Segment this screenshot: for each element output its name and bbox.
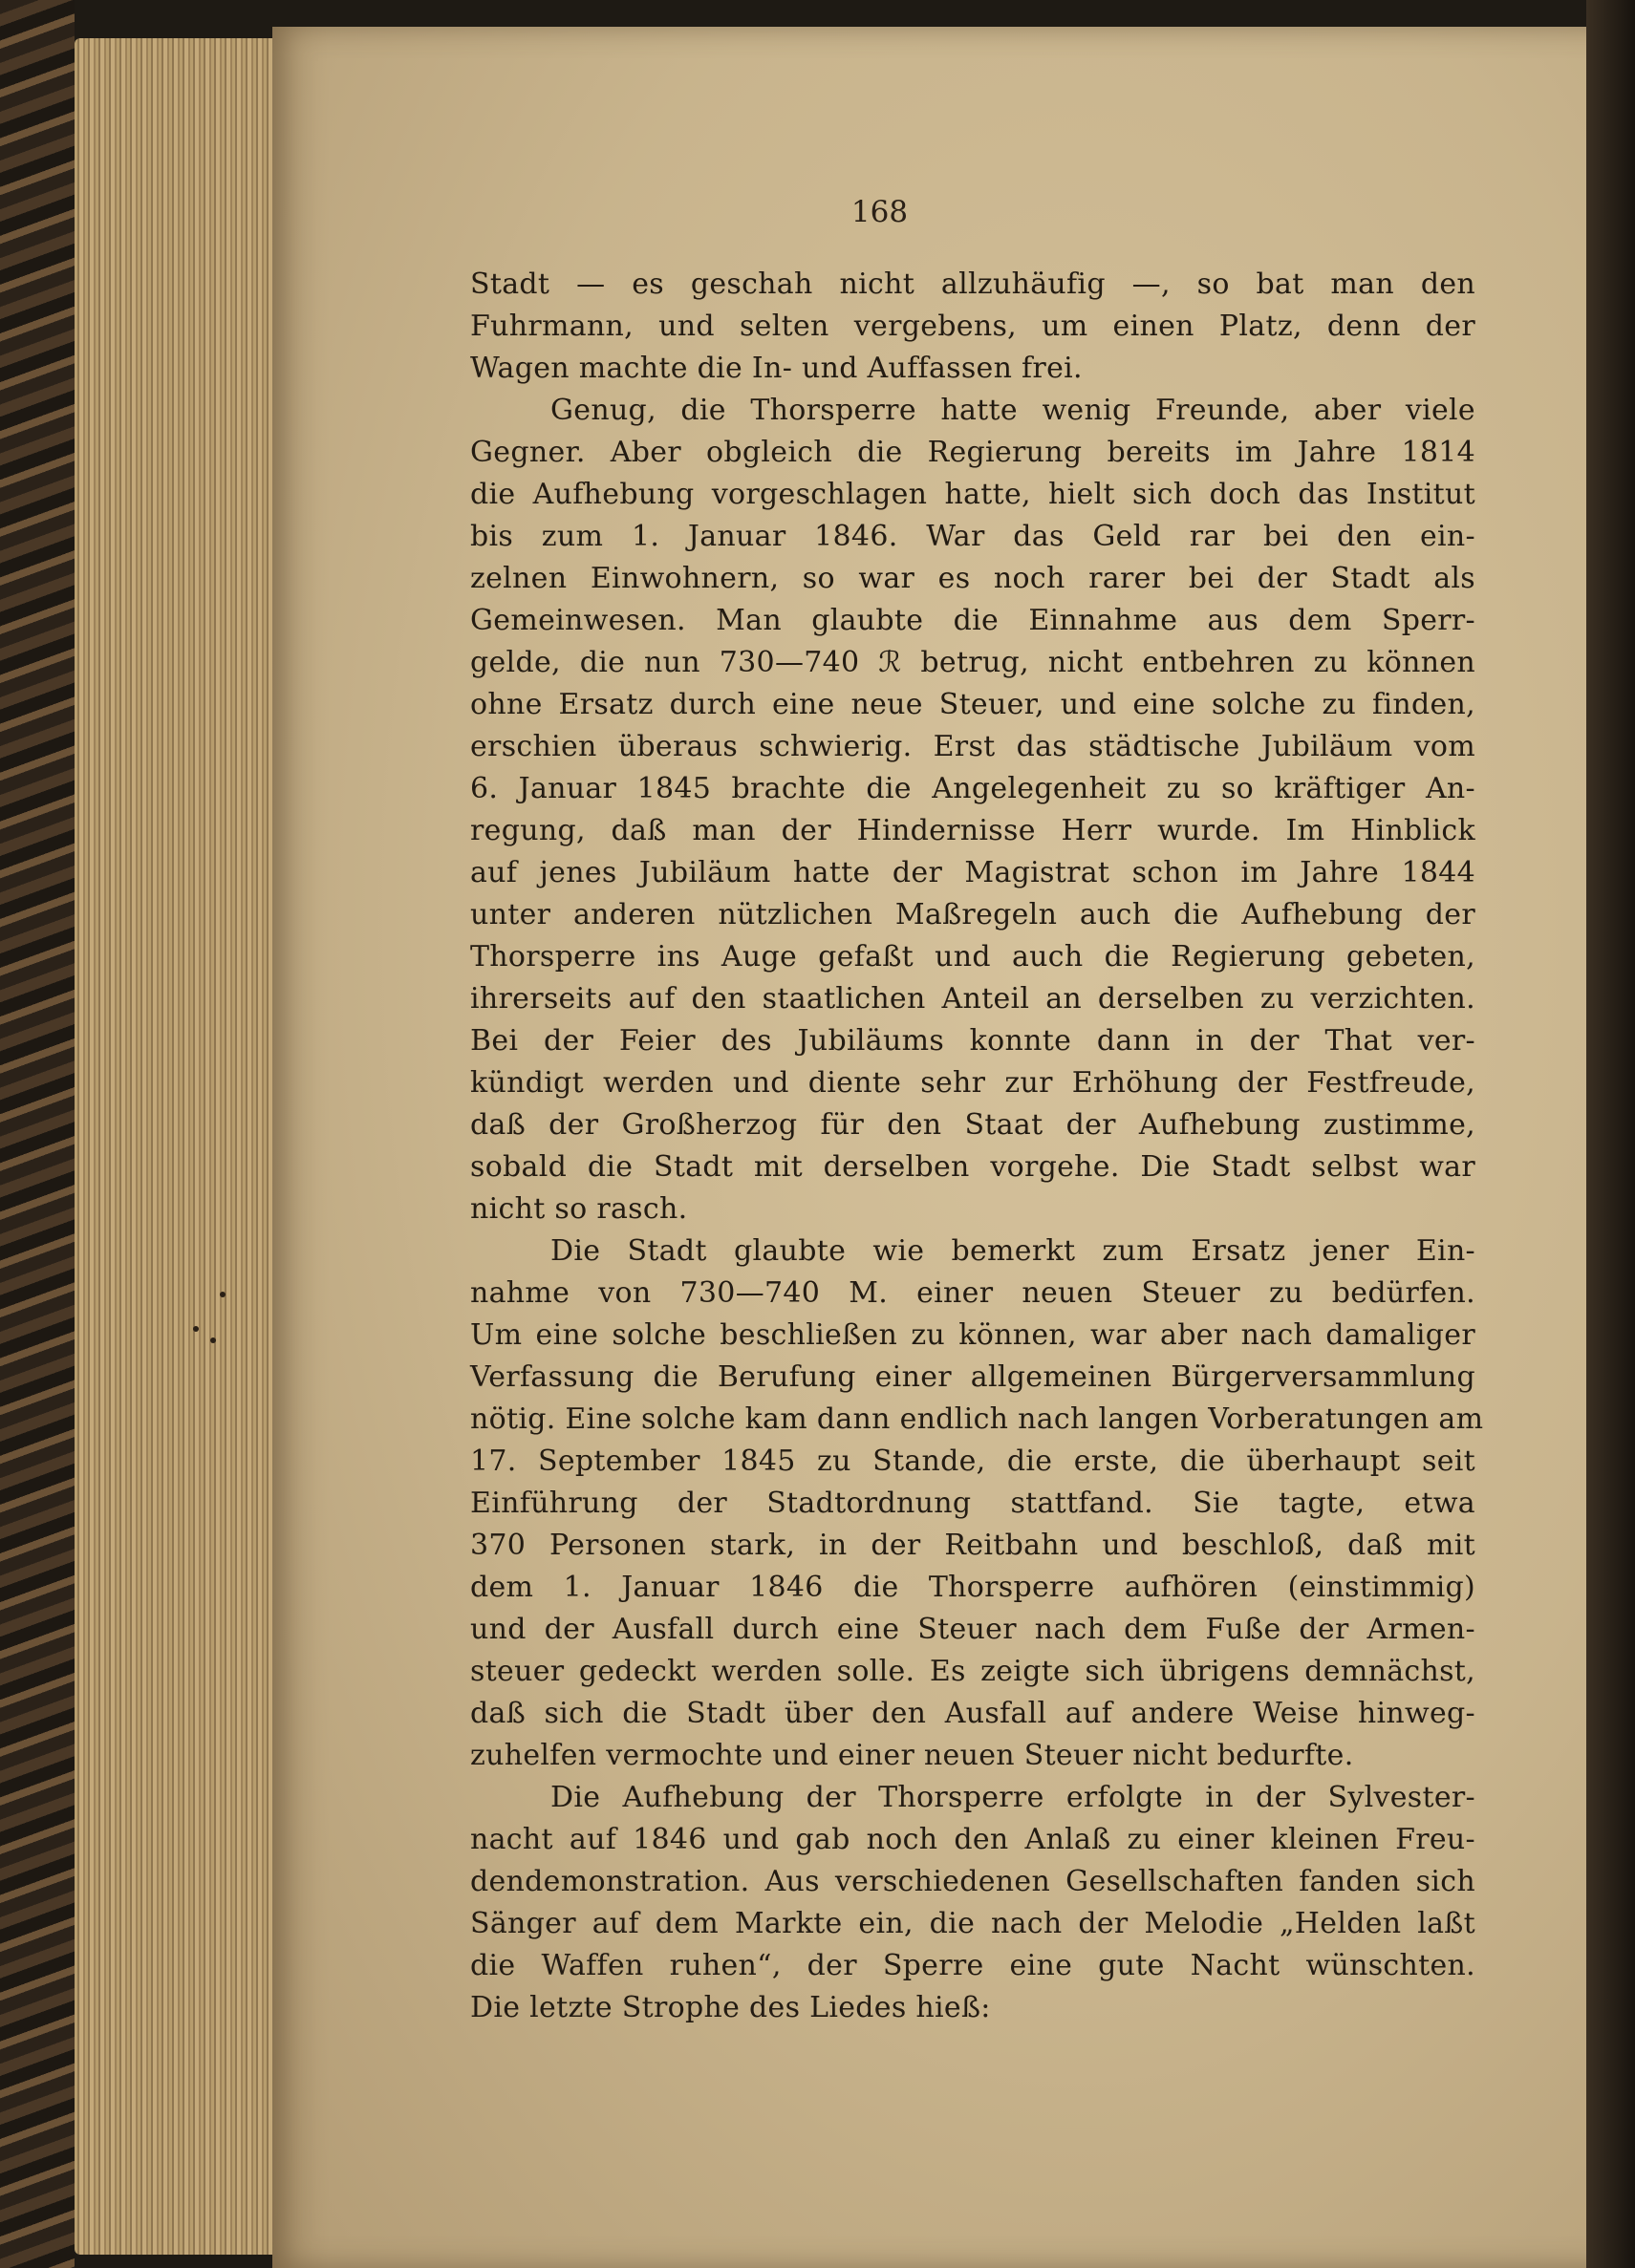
margin-speck — [193, 1326, 199, 1332]
text-line: Verfassung die Berufung einer allgemeinen Bürgerversammlung — [470, 1360, 1475, 1394]
text-line: ohne Ersatz durch eine neue Steuer, und eine solche zu finden, — [470, 688, 1475, 721]
text-line: kündigt werden und diente sehr zur Erhöhung der Festfreude, — [470, 1066, 1475, 1100]
text-line: Genug, die Thorsperre hatte wenig Freunde, aber viele — [550, 394, 1475, 427]
text-line: zelnen Einwohnern, so war es noch rarer bei der Stadt als — [470, 562, 1475, 595]
text-line: Wagen machte die In- und Auffassen frei. — [470, 352, 1083, 385]
text-line: auf jenes Jubiläum hatte der Magistrat schon im Jahre 1844 — [470, 856, 1475, 889]
right-background-edge — [1586, 0, 1635, 2268]
text-line: sobald die Stadt mit derselben vorgehe. Die Stadt selbst war — [470, 1150, 1475, 1184]
text-line: die Aufhebung vorgeschlagen hatte, hielt sich doch das Institut — [470, 478, 1475, 511]
text-line: Die Aufhebung der Thorsperre erfolgte in der Sylvester- — [550, 1781, 1475, 1814]
text-line: daß sich die Stadt über den Ausfall auf andere Weise hinweg- — [470, 1697, 1475, 1730]
text-line: steuer gedeckt werden solle. Es zeigte sich übrigens demnächst, — [470, 1655, 1475, 1688]
text-line: unter anderen nützlichen Maßregeln auch die Aufhebung der — [470, 898, 1475, 931]
text-line: Die letzte Strophe des Liedes hieß: — [470, 1991, 991, 2024]
text-line: zuhelfen vermochte und einer neuen Steuer nicht bedurfte. — [470, 1739, 1354, 1772]
text-line: Bei der Feier des Jubiläums konnte dann in der That ver- — [470, 1024, 1475, 1058]
text-line: Die Stadt glaubte wie bemerkt zum Ersatz jener Ein- — [550, 1234, 1475, 1268]
text-line: Gegner. Aber obgleich die Regierung bereits im Jahre 1814 — [470, 436, 1475, 469]
text-line: Um eine solche beschließen zu können, war aber nach damaliger — [470, 1318, 1475, 1352]
page-stack-edge — [75, 38, 294, 2255]
text-line: Gemeinwesen. Man glaubte die Einnahme aus dem Sperr- — [470, 604, 1475, 637]
text-line: und der Ausfall durch eine Steuer nach dem Fuße der Armen- — [470, 1613, 1475, 1646]
margin-speck — [210, 1337, 216, 1343]
margin-speck — [220, 1292, 226, 1297]
text-line: dem 1. Januar 1846 die Thorsperre aufhören (einstimmig) — [470, 1571, 1475, 1604]
text-line: regung, daß man der Hindernisse Herr wurde. Im Hinblick — [470, 814, 1475, 847]
text-line: nahme von 730—740 M. einer neuen Steuer zu bedürfen. — [470, 1276, 1475, 1310]
text-line: Fuhrmann, und selten vergebens, um einen Platz, denn der — [470, 310, 1475, 343]
text-line: Einführung der Stadtordnung stattfand. Sie tagte, etwa — [470, 1487, 1475, 1520]
text-line: erschien überaus schwierig. Erst das städtische Jubiläum vom — [470, 730, 1475, 763]
text-line: die Waffen ruhen“, der Sperre eine gute Nacht wünschten. — [470, 1949, 1475, 1982]
text-line: nötig. Eine solche kam dann endlich nach langen Vorberatungen am — [470, 1402, 1484, 1436]
text-line: Stadt — es geschah nicht allzuhäufig —, so bat man den — [470, 267, 1475, 301]
text-line: 6. Januar 1845 brachte die Angelegenheit zu so kräftiger An- — [470, 772, 1475, 805]
text-line: bis zum 1. Januar 1846. War das Geld rar bei den ein- — [470, 520, 1475, 553]
text-line: Sänger auf dem Markte ein, die nach der Melodie „Helden laßt — [470, 1907, 1475, 1940]
text-line: nicht so rasch. — [470, 1192, 688, 1226]
text-line: ihrerseits auf den staatlichen Anteil an derselben zu verzichten. — [470, 982, 1475, 1016]
text-line: 17. September 1845 zu Stande, die erste, die überhaupt seit — [470, 1444, 1475, 1478]
page-number: 168 — [850, 195, 909, 229]
body-text — [470, 264, 1484, 2029]
text-line: Thorsperre ins Auge gefaßt und auch die Regierung gebeten, — [470, 940, 1475, 974]
text-line: 370 Personen stark, in der Reitbahn und beschloß, daß mit — [470, 1529, 1475, 1562]
text-line: dendemonstration. Aus verschiedenen Gesellschaften fanden sich — [470, 1865, 1475, 1898]
text-line: gelde, die nun 730—740 ℛ betrug, nicht entbehren zu können — [470, 646, 1475, 679]
text-line: daß der Großherzog für den Staat der Aufhebung zustimme, — [470, 1108, 1475, 1142]
book-cover-edge — [0, 0, 75, 2268]
text-line: nacht auf 1846 und gab noch den Anlaß zu einer kleinen Freu- — [470, 1823, 1475, 1856]
